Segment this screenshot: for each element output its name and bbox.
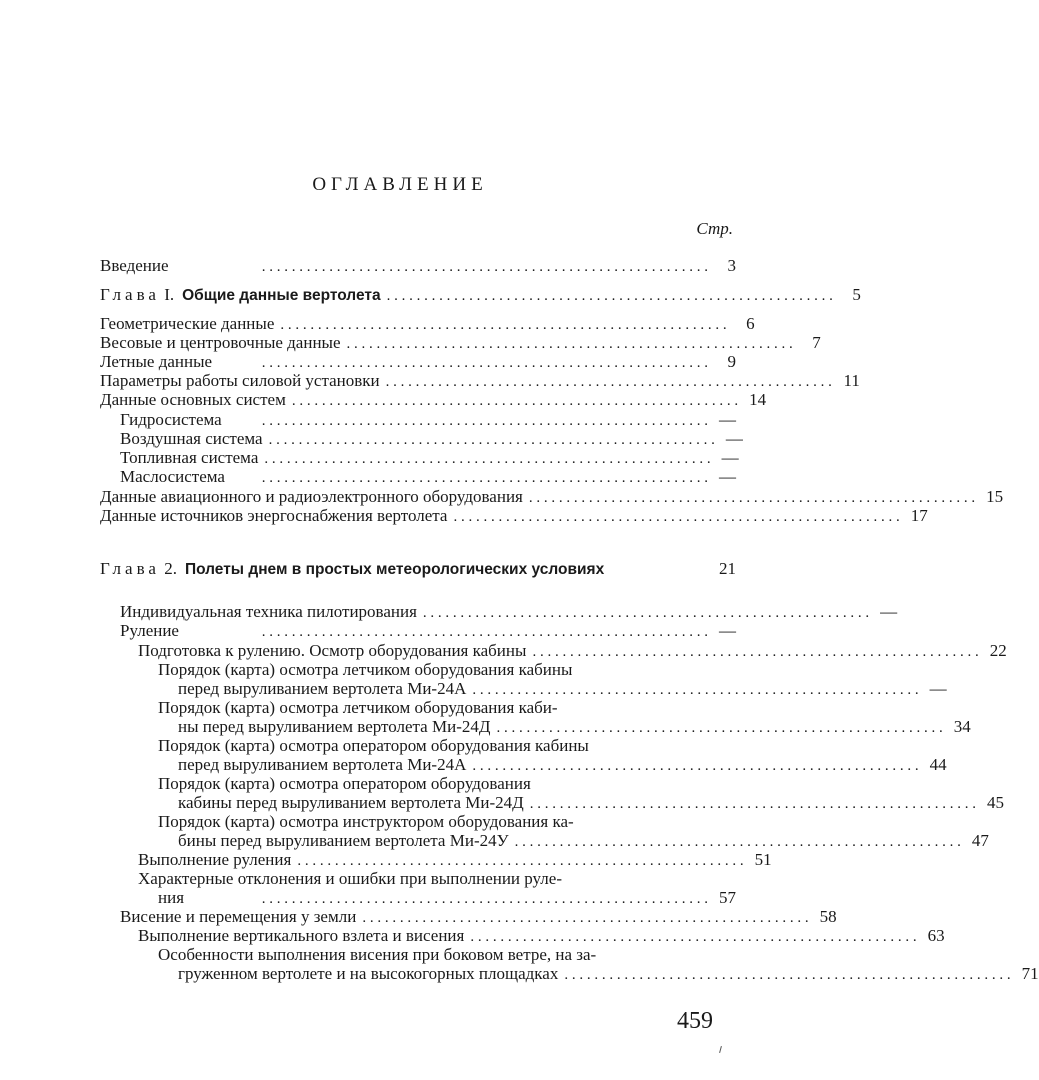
toc-entry-page: 71 (1021, 964, 1039, 983)
toc-entry[interactable] (100, 333, 821, 354)
toc-entry[interactable] (120, 448, 739, 469)
dot-leader: . . . . . . . . . . . . . . . . . . . . . . . . . . . . . . . . . . . . . . . . . . . . . . . . . . . . . . . . . . . . (261, 259, 708, 275)
toc-entry-continuation-text: перед выруливанием вертолета Ми-24А (178, 755, 467, 774)
toc-entry-page: — (719, 410, 736, 429)
dot-leader: . . . . . . . . . . . . . . . . . . . . . . . . . . . . . . . . . . . . . . . . . . . . . . . . . . . . . . . . . . . . (280, 317, 727, 333)
toc-entry-text: Характерные отклонения и ошибки при выполнении руле- (138, 869, 562, 888)
toc-entry[interactable] (100, 506, 928, 527)
dot-leader: . . . . . . . . . . . . . . . . . . . . . . . . . . . . . . . . . . . . . . . . . . . . . . . . . . . . . . . . . . . . (470, 929, 917, 945)
toc-entry-continuation-text: бины перед выруливанием вертолета Ми-24У (178, 831, 509, 850)
toc-entry[interactable] (158, 945, 736, 964)
toc-entry[interactable] (100, 390, 767, 411)
toc-entry-text: Руление (120, 621, 179, 640)
toc-entry[interactable] (158, 736, 736, 755)
dot-leader: . . . . . . . . . . . . . . . . . . . . . . . . . . . . . . . . . . . . . . . . . . . . . . . . . . . . . . . . . . . . (268, 432, 715, 448)
toc-entry-page: 6 (746, 314, 755, 333)
dot-leader: . . . . . . . . . . . . . . . . . . . . . . . . . . . . . . . . . . . . . . . . . . . . . . . . . . . . . . . . . . . . (529, 796, 976, 812)
toc-entry-page: — (880, 602, 898, 621)
chapter-number: I. (164, 285, 175, 304)
dot-leader: . . . . . . . . . . . . . . . . . . . . . . . . . . . . . . . . . . . . . . . . . . . . . . . . . . . . . . . . . . . . (472, 682, 919, 698)
toc-entry-page: 7 (812, 333, 821, 352)
toc-entry-page: 11 (843, 371, 860, 390)
dot-leader: . . . . . . . . . . . . . . . . . . . . . . . . . . . . . . . . . . . . . . . . . . . . . . . . . . . . . . . . . . . . (261, 470, 708, 486)
toc-entry[interactable] (138, 869, 736, 888)
toc-entry-page: 47 (971, 831, 989, 850)
toc-entry-text: Выполнение вертикального взлета и висения (138, 926, 465, 945)
toc-entry-page: 9 (727, 352, 736, 371)
toc-entry-continuation[interactable] (178, 964, 1039, 985)
toc-entry-page: 21 (719, 559, 736, 578)
toc-entry-text: Топливная система (120, 448, 259, 467)
toc-entry-continuation[interactable] (178, 717, 971, 738)
chapter-title: Полеты днем в простых метеорологических условиях (184, 561, 605, 578)
toc-entry[interactable] (120, 429, 743, 450)
toc-entry-text: Порядок (карта) осмотра оператором оборудования (158, 774, 531, 793)
dot-leader: . . . . . . . . . . . . . . . . . . . . . . . . . . . . . . . . . . . . . . . . . . . . . . . . . . . . . . . . . . . . (472, 758, 919, 774)
toc-entry[interactable] (120, 467, 736, 488)
dot-leader: . . . . . . . . . . . . . . . . . . . . . . . . . . . . . . . . . . . . . . . . . . . . . . . . . . . . . . . . . . . . (514, 834, 961, 850)
dot-leader: . . . . . . . . . . . . . . . . . . . . . . . . . . . . . . . . . . . . . . . . . . . . . . . . . . . . . . . . . . . . (297, 853, 744, 869)
toc-entry-continuation-text: ны перед выруливанием вертолета Ми-24Д (178, 717, 491, 736)
toc-entry-continuation-text: груженном вертолете и на высокогорных площадках (178, 964, 559, 983)
toc-entry-text: Порядок (карта) осмотра летчиком оборудования кабины (158, 660, 573, 679)
toc-entry[interactable] (120, 410, 736, 431)
toc-entry[interactable] (138, 641, 1007, 662)
toc-entry-page: 58 (819, 907, 837, 926)
chapter-label: Глава (100, 285, 160, 304)
toc-entry[interactable] (120, 602, 898, 623)
toc-entry[interactable] (120, 621, 736, 642)
toc-entry-continuation[interactable] (178, 831, 989, 852)
page-number: 459 (677, 1008, 713, 1034)
chapter-label: Глава (100, 559, 160, 578)
toc-entry-text: Данные основных систем (100, 390, 286, 409)
toc-entry-page: 3 (727, 256, 736, 275)
toc-entry-text: Данные источников энергоснабжения вертолета (100, 506, 448, 525)
page-title: ОГЛАВЛЕНИЕ (312, 174, 488, 195)
dot-leader: . . . . . . . . . . . . . . . . . . . . . . . . . . . . . . . . . . . . . . . . . . . . . . . . . . . . . . . . . . . . (291, 393, 739, 409)
toc-entry-continuation[interactable] (178, 679, 947, 700)
toc-entry[interactable] (120, 907, 837, 928)
toc-chapter-entry[interactable] (100, 285, 861, 306)
toc-entry-text: Летные данные (100, 352, 213, 371)
toc-entry-page: 45 (987, 793, 1004, 812)
dot-leader: . . . . . . . . . . . . . . . . . . . . . . . . . . . . . . . . . . . . . . . . . . . . . . . . . . . . . . . . . . . . (261, 413, 708, 429)
toc-entry-page: — (929, 679, 947, 698)
dot-leader: . . . . . . . . . . . . . . . . . . . . . . . . . . . . . . . . . . . . . . . . . . . . . . . . . . . . . . . . . . . . (564, 967, 1011, 983)
dot-leader: . . . . . . . . . . . . . . . . . . . . . . . . . . . . . . . . . . . . . . . . . . . . . . . . . . . . . . . . . . . . (261, 891, 708, 907)
toc-entry-text: Гидросистема (120, 410, 222, 429)
toc-entry-page: 15 (986, 487, 1004, 506)
toc-entry[interactable] (100, 256, 736, 277)
chapter-number: 2. (164, 559, 177, 578)
toc-entry-text: Подготовка к рулению. Осмотр оборудования кабины (138, 641, 527, 660)
toc-entry-continuation-text: перед выруливанием вертолета Ми-24А (178, 679, 467, 698)
toc-entry[interactable] (100, 487, 1004, 508)
toc-entry-page: 17 (910, 506, 928, 525)
toc-entry[interactable] (158, 698, 736, 717)
toc-entry[interactable] (158, 812, 736, 831)
toc-entry-text: Порядок (карта) осмотра оператором оборудования кабины (158, 736, 589, 755)
toc-entry-page: 34 (953, 717, 971, 736)
toc-entry-page: 22 (989, 641, 1007, 660)
dot-leader: . . . . . . . . . . . . . . . . . . . . . . . . . . . . . . . . . . . . . . . . . . . . . . . . . . . . . . . . . . . . (386, 288, 833, 304)
toc-entry-text: Параметры работы силовой установки (100, 371, 380, 390)
toc-entry-text: Весовые и центровочные данные (100, 333, 341, 352)
toc-entry-page: 63 (927, 926, 945, 945)
toc-entry-page: — (721, 448, 739, 467)
toc-entry-text: Геометрические данные (100, 314, 275, 333)
toc-entry-page: — (725, 429, 743, 448)
toc-entry-text: Индивидуальная техника пилотирования (120, 602, 417, 621)
toc-entry[interactable] (100, 371, 860, 392)
dot-leader: . . . . . . . . . . . . . . . . . . . . . . . . . . . . . . . . . . . . . . . . . . . . . . . . . . . . . . . . . . . . (532, 644, 979, 660)
toc-entry-page: 51 (754, 850, 772, 869)
toc-entry-text: Введение (100, 256, 169, 275)
toc-entry-page: 14 (749, 390, 767, 409)
toc-entry-text: Порядок (карта) осмотра инструктором оборудования ка- (158, 812, 574, 831)
toc-entry-text: Особенности выполнения висения при боковом ветре, на за- (158, 945, 597, 964)
toc-chapter-entry[interactable] (100, 559, 736, 579)
toc-entry-continuation[interactable] (178, 793, 1004, 814)
dot-leader: . . . . . . . . . . . . . . . . . . . . . . . . . . . . . . . . . . . . . . . . . . . . . . . . . . . . . . . . . . . . (422, 605, 870, 621)
toc-entry[interactable] (158, 660, 736, 679)
dot-leader: . . . . . . . . . . . . . . . . . . . . . . . . . . . . . . . . . . . . . . . . . . . . . . . . . . . . . . . . . . . . (261, 624, 708, 640)
dot-leader: . . . . . . . . . . . . . . . . . . . . . . . . . . . . . . . . . . . . . . . . . . . . . . . . . . . . . . . . . . . . (362, 910, 809, 926)
toc-entry[interactable] (138, 926, 945, 947)
toc-entry-continuation[interactable] (158, 888, 736, 909)
toc-entry-continuation[interactable] (178, 755, 947, 776)
toc-entry-page: — (719, 467, 736, 486)
toc-entry[interactable] (100, 352, 736, 373)
toc-entry-text: Данные авиационного и радиоэлектронного оборудования (100, 487, 523, 506)
toc-entry-continuation-text: кабины перед выруливанием вертолета Ми-24Д (178, 793, 524, 812)
toc-entry-text: Выполнение руления (138, 850, 292, 869)
toc-entry-page: — (719, 621, 736, 640)
page-column-label: Стр. (696, 219, 733, 238)
toc-entry[interactable] (100, 314, 755, 335)
toc-entry-text: Маслосистема (120, 467, 225, 486)
toc-entry-text: Висение и перемещения у земли (120, 907, 357, 926)
toc-entry-page: 44 (929, 755, 947, 774)
toc-entry[interactable] (158, 774, 736, 793)
toc-entry-page: 5 (852, 285, 861, 304)
toc-entry-text: Порядок (карта) осмотра летчиком оборудования каби- (158, 698, 558, 717)
toc-entry[interactable] (138, 850, 772, 871)
dot-leader: . . . . . . . . . . . . . . . . . . . . . . . . . . . . . . . . . . . . . . . . . . . . . . . . . . . . . . . . . . . . (496, 720, 943, 736)
dot-leader: . . . . . . . . . . . . . . . . . . . . . . . . . . . . . . . . . . . . . . . . . . . . . . . . . . . . . . . . . . . . (528, 490, 976, 506)
dot-leader: . . . . . . . . . . . . . . . . . . . . . . . . . . . . . . . . . . . . . . . . . . . . . . . . . . . . . . . . . . . . (346, 336, 793, 352)
toc-entry-page: 57 (719, 888, 736, 907)
scan-mark (719, 1046, 722, 1053)
toc-entry-continuation-text: ния (158, 888, 185, 907)
dot-leader: . . . . . . . . . . . . . . . . . . . . . . . . . . . . . . . . . . . . . . . . . . . . . . . . . . . . . . . . . . . . (261, 355, 708, 371)
chapter-title: Общие данные вертолета (182, 287, 381, 304)
dot-leader: . . . . . . . . . . . . . . . . . . . . . . . . . . . . . . . . . . . . . . . . . . . . . . . . . . . . . . . . . . . . (453, 509, 900, 525)
dot-leader: . . . . . . . . . . . . . . . . . . . . . . . . . . . . . . . . . . . . . . . . . . . . . . . . . . . . . . . . . . . . (385, 374, 832, 390)
dot-leader: . . . . . . . . . . . . . . . . . . . . . . . . . . . . . . . . . . . . . . . . . . . . . . . . . . . . . . . . . . . . (264, 451, 711, 467)
toc-entry-text: Воздушная система (120, 429, 263, 448)
